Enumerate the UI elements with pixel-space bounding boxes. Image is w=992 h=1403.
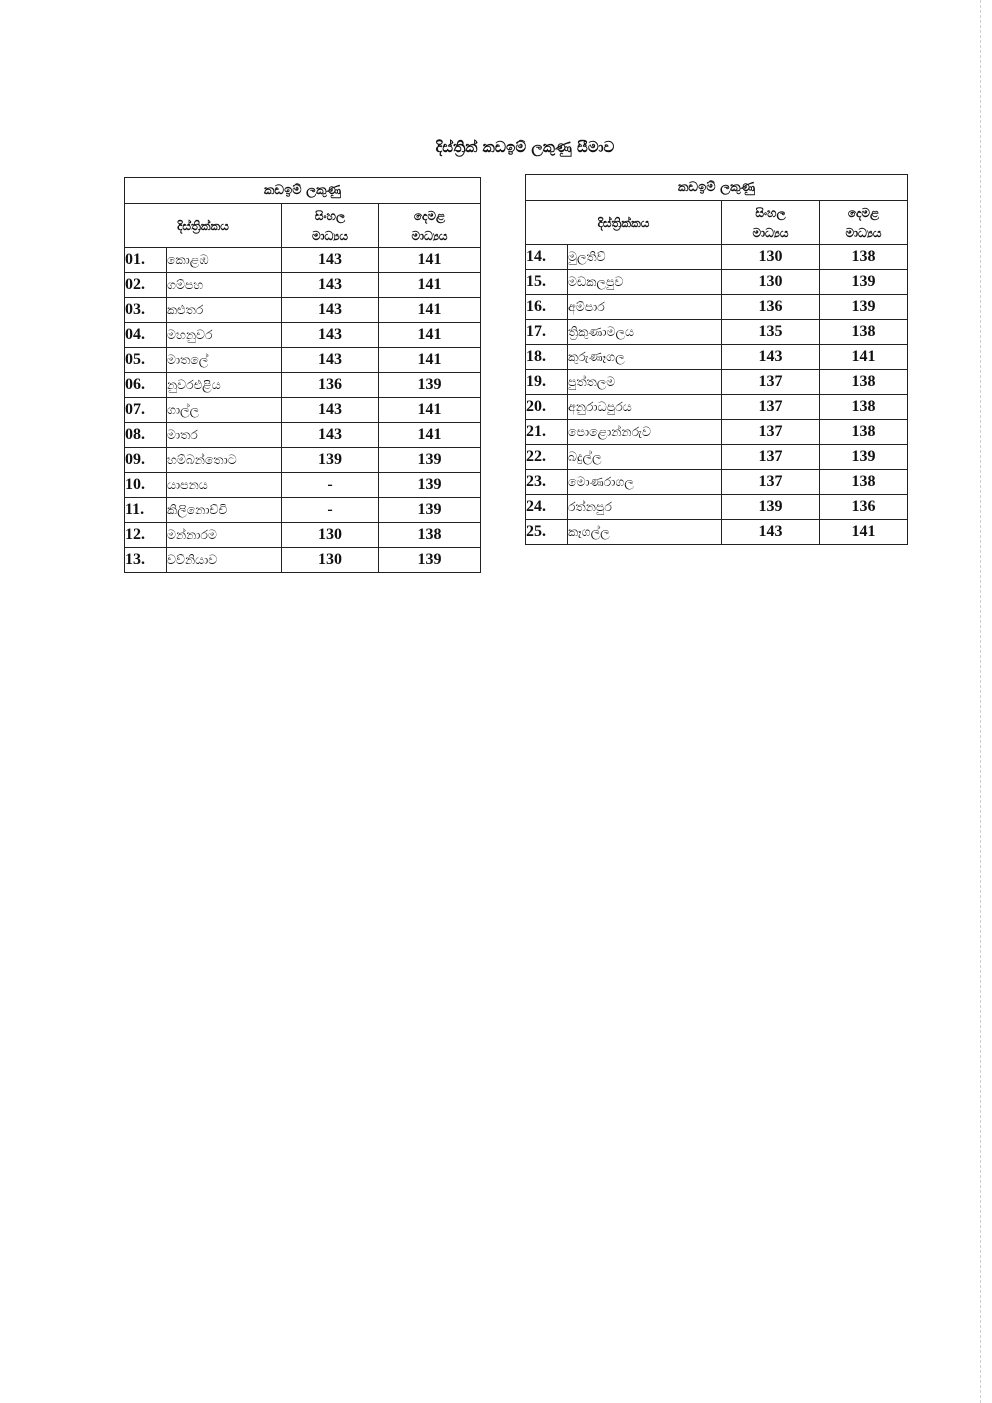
table-row: [526, 420, 908, 445]
row-number: 25.: [526, 520, 568, 545]
row-number: 13.: [125, 548, 167, 573]
scan-edge-line: [980, 0, 981, 1403]
tamil-cutoff: 139: [379, 448, 481, 473]
tamil-cutoff: 139: [379, 498, 481, 523]
row-number: 23.: [526, 470, 568, 495]
sinhala-cutoff: 139: [282, 448, 379, 473]
table-row: [526, 445, 908, 470]
table-body: [526, 245, 908, 545]
row-number: 06.: [125, 373, 167, 398]
sinhala-cutoff: 130: [282, 523, 379, 548]
tamil-cutoff: 138: [820, 245, 908, 270]
table-row: [125, 298, 481, 323]
district-name: අම්පාර: [568, 295, 722, 320]
table-row: [125, 248, 481, 273]
tamil-cutoff: 141: [379, 323, 481, 348]
sinhala-medium-header: [722, 201, 820, 245]
district-name: අනුරාධපුරය: [568, 395, 722, 420]
tamil-cutoff: 141: [379, 298, 481, 323]
tamil-cutoff: 139: [820, 295, 908, 320]
table-row: [125, 398, 481, 423]
sinhala-cutoff: 136: [722, 295, 820, 320]
sinhala-cutoff: 137: [722, 470, 820, 495]
sinhala-header-line1: සිංහල: [314, 208, 346, 223]
table-body: [125, 248, 481, 573]
row-number: 18.: [526, 345, 568, 370]
tamil-cutoff: 141: [379, 273, 481, 298]
row-number: 02.: [125, 273, 167, 298]
district-name: ගම්පහ: [167, 273, 282, 298]
sinhala-cutoff: 137: [722, 420, 820, 445]
tamil-cutoff: 138: [820, 370, 908, 395]
sinhala-cutoff: 143: [282, 298, 379, 323]
tamil-cutoff: 141: [379, 423, 481, 448]
table-row: [125, 473, 481, 498]
district-name: මහනුවර: [167, 323, 282, 348]
table-row: [526, 345, 908, 370]
tamil-cutoff: 141: [820, 345, 908, 370]
row-number: 07.: [125, 398, 167, 423]
district-name: පුත්තලම: [568, 370, 722, 395]
tamil-header-line2: මාධ්‍යය: [411, 228, 448, 243]
table-row: [526, 370, 908, 395]
cutoff-table-left: [124, 177, 481, 573]
row-number: 01.: [125, 248, 167, 273]
district-name: ත්‍රිකුණාමලය: [568, 320, 722, 345]
district-name: වව්නියාව: [167, 548, 282, 573]
sinhala-header-line2: මාධ්‍යය: [311, 228, 349, 243]
tamil-cutoff: 138: [820, 420, 908, 445]
sinhala-cutoff: 130: [722, 245, 820, 270]
district-name: කුරුණෑගල: [568, 345, 722, 370]
header-row: [125, 204, 481, 248]
district-name: පොළොන්නරුව: [568, 420, 722, 445]
tamil-cutoff: 139: [379, 473, 481, 498]
sinhala-cutoff: 143: [282, 398, 379, 423]
district-name: කොළඹ: [167, 248, 282, 273]
sinhala-cutoff: 137: [722, 370, 820, 395]
row-number: 11.: [125, 498, 167, 523]
district-name: කළුතර: [167, 298, 282, 323]
caption-row: [526, 175, 908, 201]
table-row: [526, 520, 908, 545]
tamil-cutoff: 141: [379, 348, 481, 373]
district-name: කෑගල්ල: [568, 520, 722, 545]
row-number: 08.: [125, 423, 167, 448]
table-caption: කඩඉම් ලකුණු: [125, 178, 481, 204]
sinhala-cutoff: 143: [282, 348, 379, 373]
table-row: [125, 498, 481, 523]
cutoff-table-right: [525, 174, 908, 545]
row-number: 17.: [526, 320, 568, 345]
tamil-cutoff: 138: [820, 470, 908, 495]
row-number: 24.: [526, 495, 568, 520]
sinhala-cutoff: 139: [722, 495, 820, 520]
tamil-cutoff: 139: [820, 270, 908, 295]
sinhala-header-line2: මාධ්‍යය: [752, 225, 789, 240]
row-number: 20.: [526, 395, 568, 420]
tamil-cutoff: 138: [379, 523, 481, 548]
tamil-cutoff: 141: [379, 398, 481, 423]
tamil-cutoff: 139: [379, 548, 481, 573]
table-row: [125, 373, 481, 398]
caption-row: [125, 178, 481, 204]
district-name: බදුල්ල: [568, 445, 722, 470]
row-number: 19.: [526, 370, 568, 395]
table-row: [125, 348, 481, 373]
district-name: කිලිනොච්චි: [167, 498, 282, 523]
table-row: [526, 470, 908, 495]
district-name: මඩකලපුව: [568, 270, 722, 295]
district-name: රත්නපුර: [568, 495, 722, 520]
row-number: 04.: [125, 323, 167, 348]
table-row: [125, 523, 481, 548]
table-row: [526, 320, 908, 345]
table-row: [125, 273, 481, 298]
tamil-cutoff: 141: [820, 520, 908, 545]
sinhala-cutoff: -: [282, 473, 379, 498]
table-row: [526, 495, 908, 520]
sinhala-cutoff: 137: [722, 395, 820, 420]
tamil-medium-header: [379, 204, 481, 248]
district-name: ගාල්ල: [167, 398, 282, 423]
tamil-cutoff: 138: [820, 320, 908, 345]
district-header: දිස්ත්‍රික්කය: [526, 201, 722, 245]
table-row: [125, 323, 481, 348]
sinhala-cutoff: 130: [722, 270, 820, 295]
row-number: 09.: [125, 448, 167, 473]
sinhala-cutoff: 130: [282, 548, 379, 573]
header-row: [526, 201, 908, 245]
row-number: 03.: [125, 298, 167, 323]
district-name: යාපනය: [167, 473, 282, 498]
tamil-medium-header: [820, 201, 908, 245]
sinhala-cutoff: 143: [282, 323, 379, 348]
district-header: දිස්ත්‍රික්කය: [125, 204, 282, 248]
sinhala-cutoff: 136: [282, 373, 379, 398]
district-name: මන්නාරම: [167, 523, 282, 548]
district-name: නුවරඑළිය: [167, 373, 282, 398]
sinhala-cutoff: 143: [282, 248, 379, 273]
tamil-cutoff: 138: [820, 395, 908, 420]
row-number: 16.: [526, 295, 568, 320]
table-row: [526, 295, 908, 320]
district-name: හම්බන්තොට: [167, 448, 282, 473]
sinhala-cutoff: -: [282, 498, 379, 523]
tamil-header-line1: දෙමළ: [847, 205, 880, 220]
sinhala-cutoff: 143: [282, 423, 379, 448]
district-name: මුලතිව්: [568, 245, 722, 270]
table-row: [125, 423, 481, 448]
district-name: මොණරාගල: [568, 470, 722, 495]
sinhala-header-line1: සිංහල: [755, 205, 786, 220]
sinhala-medium-header: [282, 204, 379, 248]
table-row: [526, 395, 908, 420]
tamil-cutoff: 139: [820, 445, 908, 470]
tamil-header-line1: දෙමළ: [413, 208, 446, 223]
table-caption: කඩඉම් ලකුණු: [526, 175, 908, 201]
row-number: 14.: [526, 245, 568, 270]
table-row: [125, 548, 481, 573]
tamil-cutoff: 141: [379, 248, 481, 273]
tamil-cutoff: 139: [379, 373, 481, 398]
row-number: 21.: [526, 420, 568, 445]
page-title: දිස්ත්‍රික් කඩඉම් ලකුණු සීමාව: [435, 138, 615, 156]
sinhala-cutoff: 143: [282, 273, 379, 298]
table-row: [526, 245, 908, 270]
district-name: මාතලේ: [167, 348, 282, 373]
sinhala-cutoff: 143: [722, 520, 820, 545]
row-number: 22.: [526, 445, 568, 470]
sinhala-cutoff: 143: [722, 345, 820, 370]
row-number: 12.: [125, 523, 167, 548]
row-number: 10.: [125, 473, 167, 498]
table-row: [125, 448, 481, 473]
sinhala-cutoff: 137: [722, 445, 820, 470]
row-number: 15.: [526, 270, 568, 295]
row-number: 05.: [125, 348, 167, 373]
table-row: [526, 270, 908, 295]
tamil-cutoff: 136: [820, 495, 908, 520]
sinhala-cutoff: 135: [722, 320, 820, 345]
tamil-header-line2: මාධ්‍යය: [845, 225, 882, 240]
district-name: මාතර: [167, 423, 282, 448]
